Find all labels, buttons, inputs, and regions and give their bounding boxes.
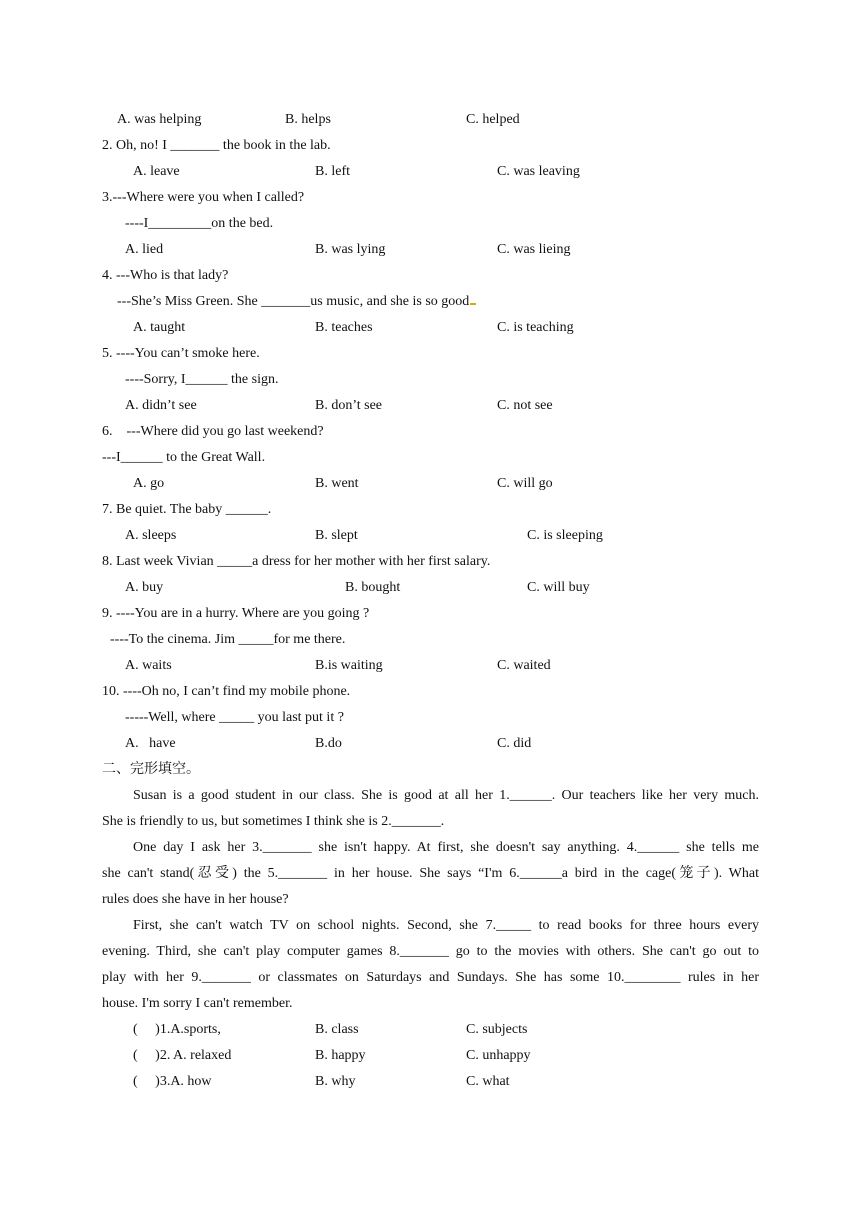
q3-reply: ----I_________on the bed.: [125, 216, 274, 231]
passage-line: she can't stand(忍受) the 5._______ in her house. She says “I'm 6.______a bird in the cage(笼子). What: [102, 866, 759, 881]
q8-option-b: B. bought: [345, 580, 401, 595]
q8-option-a: A. buy: [125, 580, 164, 595]
q2-option-b: B. left: [315, 164, 350, 179]
q5-stem: 5. ----You can’t smoke here.: [102, 346, 260, 361]
q6-option-c: C. will go: [497, 476, 553, 491]
q3-option-c: C. was lieing: [497, 242, 571, 257]
q1-option-c: C. helped: [466, 112, 520, 127]
section-title: 二、完形填空。: [102, 762, 200, 777]
q4-option-a: A. taught: [133, 320, 186, 335]
passage-line: She is friendly to us, but sometimes I think she is 2._______.: [102, 814, 445, 829]
q6-option-b: B. went: [315, 476, 359, 491]
q6-option-a: A. go: [133, 476, 165, 491]
cloze-3-option-b: B. why: [315, 1074, 356, 1089]
q7-option-a: A. sleeps: [125, 528, 177, 543]
q7-stem: 7. Be quiet. The baby ______.: [102, 502, 272, 517]
q6-stem: 6. ---Where did you go last weekend?: [102, 424, 324, 439]
highlight-mark: [470, 303, 476, 305]
q5-option-b: B. don’t see: [315, 398, 383, 413]
q6-reply: ---I______ to the Great Wall.: [102, 450, 266, 465]
q2-option-a: A. leave: [133, 164, 180, 179]
q5-option-c: C. not see: [497, 398, 553, 413]
q3-option-a: A. lied: [125, 242, 164, 257]
q1-option-b: B. helps: [285, 112, 331, 127]
passage-line: Susan is a good student in our class. She is good at all her 1.______. Our teachers like her very much.: [133, 788, 759, 803]
q2-option-c: C. was leaving: [497, 164, 580, 179]
passage-line: First, she can't watch TV on school nights. Second, she 7._____ to read books for three hours every: [133, 918, 759, 933]
cloze-2-option-c: C. unhappy: [466, 1048, 531, 1063]
passage-line: evening. Third, she can't play computer games 8._______ go to the movies with others. She can't go out to: [102, 944, 759, 959]
cloze-1-option-a: ( )1.A.sports,: [133, 1022, 221, 1037]
passage-line: house. I'm sorry I can't remember.: [102, 996, 293, 1011]
q2-stem: 2. Oh, no! I _______ the book in the lab.: [102, 138, 331, 153]
q10-reply: -----Well, where _____ you last put it ?: [125, 710, 344, 725]
q9-stem: 9. ----You are in a hurry. Where are you going ?: [102, 606, 370, 621]
cloze-1-option-b: B. class: [315, 1022, 359, 1037]
cloze-3-option-c: C. what: [466, 1074, 510, 1089]
q10-option-a: A. have: [125, 736, 176, 751]
q8-option-c: C. will buy: [527, 580, 590, 595]
passage-line: One day I ask her 3._______ she isn't happy. At first, she doesn't say anything. 4.______ she tells me: [133, 840, 759, 855]
cloze-2-option-a: ( )2. A. relaxed: [133, 1048, 232, 1063]
q9-option-a: A. waits: [125, 658, 172, 673]
q1-option-a: A. was helping: [117, 112, 202, 127]
cloze-1-option-c: C. subjects: [466, 1022, 528, 1037]
passage-line: play with her 9._______ or classmates on Saturdays and Sundays. She has some 10.________ rules in her: [102, 970, 759, 985]
q3-option-b: B. was lying: [315, 242, 386, 257]
q9-reply: ----To the cinema. Jim _____for me there.: [110, 632, 346, 647]
q4-reply: ---She’s Miss Green. She _______us music, and she is so good: [117, 294, 470, 309]
q4-reply-line: [117, 293, 476, 311]
q9-option-b: B.is waiting: [315, 658, 383, 673]
q4-option-c: C. is teaching: [497, 320, 574, 335]
q5-option-a: A. didn’t see: [125, 398, 197, 413]
q7-option-c: C. is sleeping: [527, 528, 603, 543]
q10-stem: 10. ----Oh no, I can’t find my mobile phone.: [102, 684, 351, 699]
q4-option-b: B. teaches: [315, 320, 373, 335]
cloze-2-option-b: B. happy: [315, 1048, 366, 1063]
q8-stem: 8. Last week Vivian _____a dress for her mother with her first salary.: [102, 554, 491, 569]
cloze-3-option-a: ( )3.A. how: [133, 1074, 212, 1089]
q4-stem: 4. ---Who is that lady?: [102, 268, 229, 283]
q9-option-c: C. waited: [497, 658, 551, 673]
q5-reply: ----Sorry, I______ the sign.: [125, 372, 279, 387]
q10-option-b: B.do: [315, 736, 342, 751]
q3-stem: 3.---Where were you when I called?: [102, 190, 305, 205]
q10-option-c: C. did: [497, 736, 532, 751]
q7-option-b: B. slept: [315, 528, 358, 543]
passage-line: rules does she have in her house?: [102, 892, 289, 907]
